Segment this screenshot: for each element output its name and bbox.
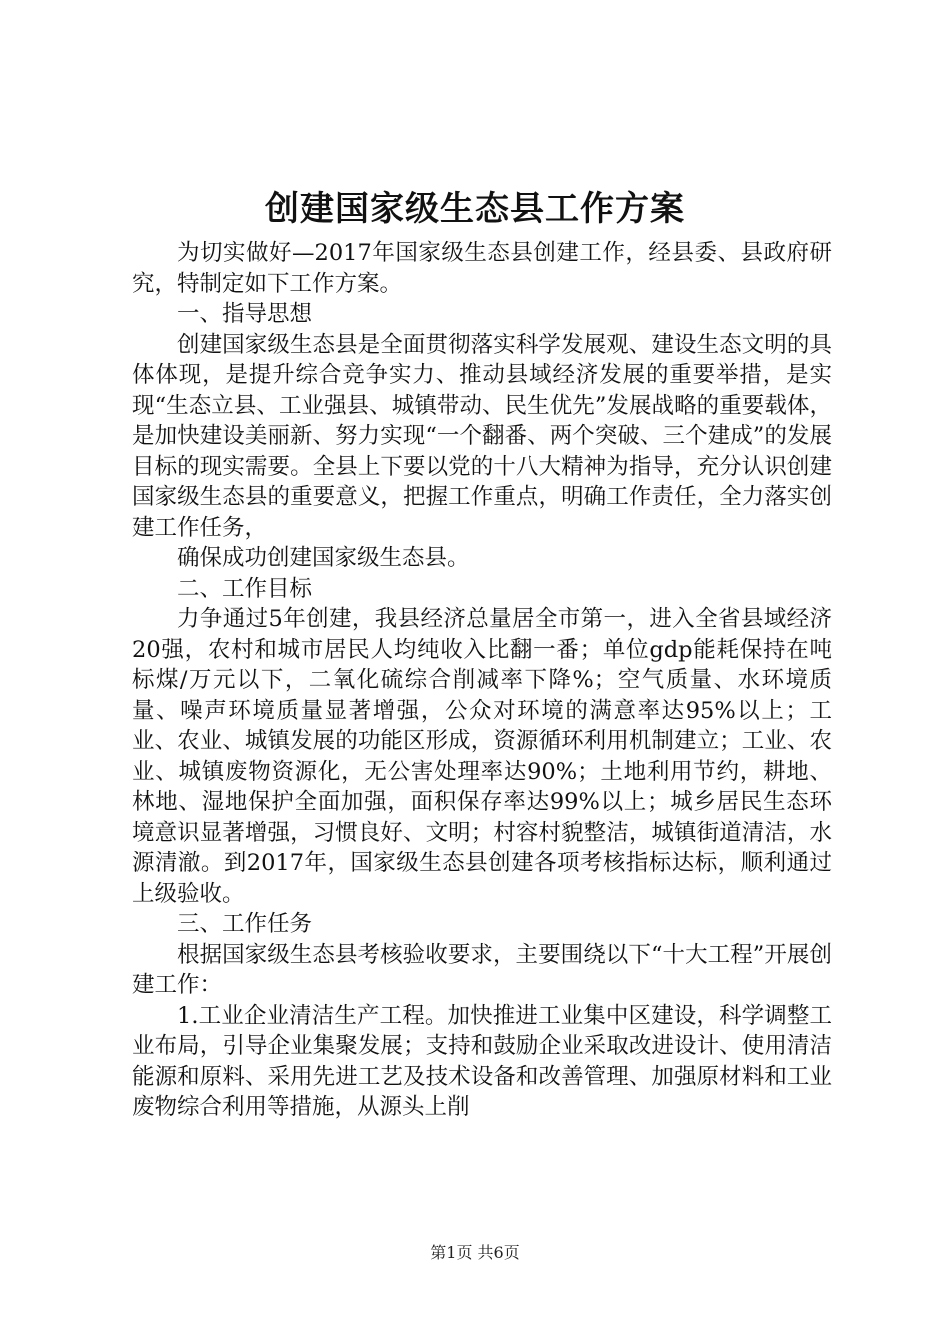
section-heading-work-tasks: 三、工作任务 (177, 911, 313, 937)
section-heading-work-goals: 二、工作目标 (177, 575, 313, 602)
work-goals-paragraph: 力争通过5年创建，我县经济总量居全市第一，进入全省县域经济20强，农村和城市居民人均纯收入比翻一番；单位gdp能耗保持在吨标煤/万元以下，二氧化硫综合削减率下降%；空气质量、水环境质量、噪声环境质量显著增强，公众对环境的满意率达95%以上；工业、农业、城镇发展的功能区形成，资源循环利用机制建立；工业、农业、城镇废物资源化，无公害处理率达90%；土地利用节约，耕地、林地、湿地保护全面加强，面积保存率达99%以上；城乡居民生态环境意识显著增强，习惯良好、文明；村容村貌整洁，城镇街道清洁，水源清澈。到2017年，国家级生态县创建各项考核指标达标，顺利通过上级验收。 (132, 606, 832, 907)
guiding-ideology-continuation: 确保成功创建国家级生态县。 (177, 545, 470, 571)
intro-paragraph: 为切实做好—2017年国家级生态县创建工作，经县委、县政府研究，特制定如下工作方案。 (132, 240, 832, 297)
document-title: 创建国家级生态县工作方案 (265, 189, 685, 229)
work-tasks-intro-paragraph: 根据国家级生态县考核验收要求，主要围绕以下“十大工程”开展创建工作： (132, 941, 832, 998)
document-body (132, 238, 832, 1123)
guiding-ideology-paragraph: 创建国家级生态县是全面贯彻落实科学发展观、建设生态文明的具体体现，是提升综合竞争实力、推动县域经济发展的重要举措，是实现“生态立县、工业强县、城镇带动、民生优先”发展战略的重要载体，是加快建设美丽新、努力实现“一个翻番、两个突破、三个建成”的发展目标的现实需要。全县上下要以党的十八大精神为指导，充分认识创建国家级生态县的重要意义，把握工作重点，明确工作责任，全力落实创建工作任务， (132, 331, 832, 541)
page-number-footer: 第1页 共6页 (430, 1243, 520, 1262)
task-1-paragraph: 1.工业企业清洁生产工程。加快推进工业集中区建设，科学调整工业布局，引导企业集聚发展；支持和鼓励企业采取改进设计、使用清洁能源和原料、采用先进工艺及技术设备和改善管理、加强原材料和工业废物综合利用等措施，从源头上削 (132, 1002, 832, 1120)
section-heading-guiding-ideology: 一、指导思想 (177, 301, 313, 327)
